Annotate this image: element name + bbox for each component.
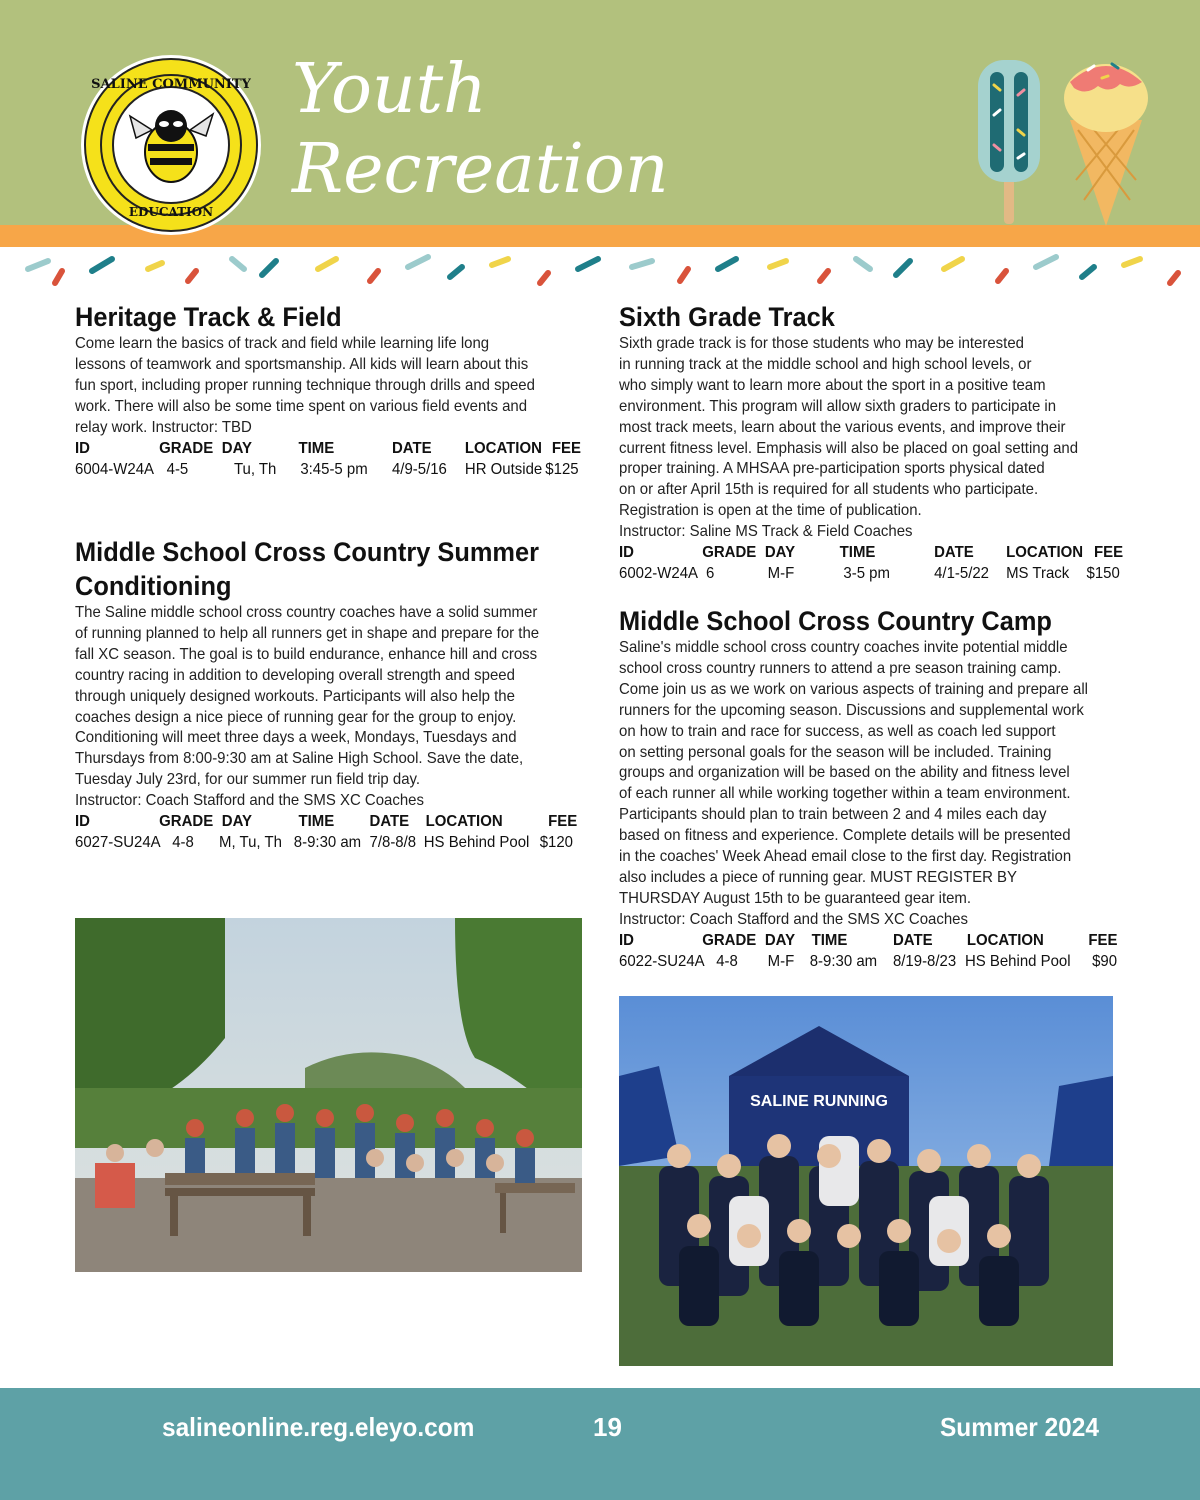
photo-xc-camp-group [619,996,1113,1366]
cell-date: 7/8-8/8 [369,834,417,852]
cell-grade: 4-8 [172,834,194,852]
col-date: DATE [391,439,432,457]
cell-grade: 4-8 [716,952,738,970]
col-id: ID [619,931,634,949]
page-number: 19 [593,1412,622,1442]
col-time: TIME [839,544,876,562]
cell-grade: 4-5 [166,460,189,478]
cell-fee: $120 [539,834,573,852]
cell-location: HR Outside [464,460,543,478]
cell-time: 3:45-5 pm [300,460,368,478]
col-date: DATE [892,931,933,949]
cell-date: 8/19-8/23 [892,952,957,970]
col-day: DAY [764,931,796,949]
col-date: DATE [369,813,410,831]
cell-id: 6027-SU24A [75,834,161,852]
col-fee: FEE [1088,931,1118,949]
page-title-line2: Recreation [292,130,669,209]
section-title: Middle School Cross Country Camp [619,606,1052,636]
col-id: ID [75,813,90,831]
tent-banner-text: SALINE RUNNING [750,1093,888,1110]
page-footer [0,1388,1200,1500]
section-description: Sixth grade track is for those students who may be interested in running track at the middle school and high school levels, or who simply want to learn more about the sport in a positive team environment. This program will allow sixth graders to participate in most track meets, learn about the various events, and improve their current fitness level. Emphasis will also be placed on goal setting and proper training. A MHSAA pre-participation sports physical dated on or after April 15th is required for all students who participate. Registration is open at the time of publication. Instructor: Saline MS Track & Field Coaches [619,335,1079,541]
section-description: Saline's middle school cross country coaches invite potential middle school cross country runners to attend a pre season training camp. Come join us as we work on various aspects of training and prepare all runners for the upcoming season. Discussions and supplemental work on how to train and race for success, as well as coach led support on setting personal goals for the season will be included. Training groups and organization will be based on the ability and fitness level of each runner all while working together within a team environment. Participants should plan to train between 2 and 4 miles each day based on fitness and experience. Complete details will be presented in the coaches' Week Ahead email close to the first day. Registration also includes a piece of running gear. MUST REGISTER BY THURSDAY August 15th to be guaranteed gear item. Instructor: Coach Stafford and the SMS XC Coaches [619,639,1088,928]
col-day: DAY [221,439,253,457]
col-day: DAY [221,813,253,831]
cell-date: 4/9-5/16 [391,460,447,478]
saline-community-education-logo [78,52,264,238]
cell-id: 6004-W24A [75,460,155,478]
sprinkles-decoration [0,247,1200,305]
section-description: The Saline middle school cross country coaches have a solid summer of running planned to help all runners get in shape and prepare for the fall XC season. The goal is to build endurance, enhance hill and cross country racing in addition to developing overall strength and speed through uniquely designed workouts. Participants will also help the coaches design a nice piece of running gear for the group to enjoy. Conditioning will meet three days a week, Mondays, Tuesdays and Thursdays from 8:00-9:30 am at Saline High School. Save the date, Tuesday July 23rd, for our summer run field trip day. Instructor: Coach Stafford and the SMS XC Coaches [75,604,540,810]
section-ms-xc-camp [619,604,1129,973]
col-time: TIME [298,439,335,457]
col-fee: FEE [548,813,578,831]
section-title: Heritage Track & Field [75,302,342,332]
col-date: DATE [934,544,974,562]
col-fee: FEE [551,439,581,457]
page-title [292,50,712,220]
cell-fee: $125 [545,460,579,478]
popsicle-icecream-illustration [970,30,1160,230]
section-sixth-grade-track [619,300,1129,585]
cell-fee: $90 [1092,952,1118,970]
col-fee: FEE [1093,544,1124,562]
logo-ring-bottom-text: EDUCATION [128,205,214,219]
col-grade: GRADE [159,439,214,457]
cell-grade: 6 [705,565,715,583]
col-location: LOCATION [966,931,1044,949]
cell-date: 4/1-5/22 [934,565,989,583]
col-day: DAY [764,544,796,562]
schedule-table [619,543,1129,585]
col-id: ID [619,544,634,562]
section-description: Come learn the basics of track and field while learning life long lessons of teamwork and sportsmanship. All kids will learn about this fun sport, including proper running technique through drills and speed work. There will also be some time spent on various field events and relay work. Instructor: TBD [75,335,535,436]
section-ms-xc-summer-conditioning [75,535,585,854]
schedule-table [75,439,585,481]
cell-location: HS Behind Pool [964,952,1071,970]
col-grade: GRADE [702,544,757,562]
cell-id: 6002-W24A [619,565,699,583]
cell-day: M, Tu, Th [218,834,282,852]
logo-ring-top-text: SALINE COMMUNITY [91,77,251,92]
cell-location: MS Track [1006,565,1070,583]
cell-time: 3-5 pm [843,565,890,583]
cell-time: 8-9:30 am [809,952,878,970]
schedule-table [619,931,1129,973]
section-heritage-track-field [75,300,585,481]
section-title-continued: Conditioning [75,571,232,601]
col-grade: GRADE [702,931,757,949]
page-title-line1: Youth [292,50,487,129]
col-time: TIME [811,931,848,949]
cell-time: 8-9:30 am [293,834,362,852]
section-title: Sixth Grade Track [619,302,835,332]
col-location: LOCATION [1006,544,1084,562]
schedule-table [75,812,585,854]
cell-day: Tu, Th [233,460,277,478]
cell-id: 6022-SU24A [619,952,705,970]
cell-day: M-F [767,565,795,583]
col-location: LOCATION [425,813,503,831]
section-title: Middle School Cross Country Summer [75,537,539,567]
footer-url-link[interactable]: salineonline.reg.eleyo.com [162,1412,475,1442]
cell-day: M-F [767,952,795,970]
footer-season: Summer 2024 [940,1412,1099,1442]
cell-location: HS Behind Pool [423,834,530,852]
photo-xc-team-overlook [75,918,582,1272]
col-id: ID [75,439,90,457]
cell-fee: $150 [1086,565,1120,583]
col-grade: GRADE [159,813,214,831]
col-location: LOCATION [464,439,542,457]
col-time: TIME [298,813,335,831]
